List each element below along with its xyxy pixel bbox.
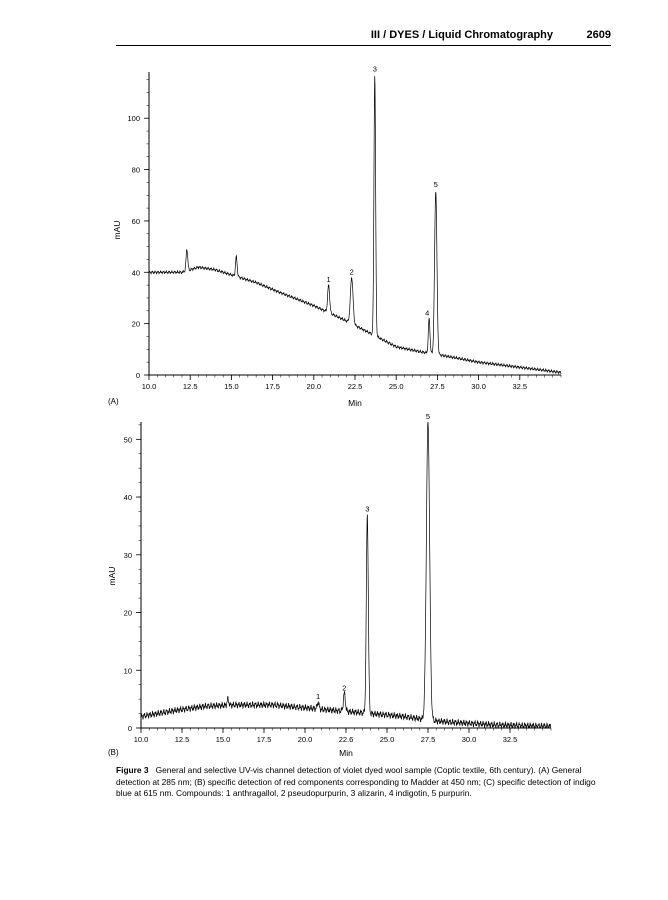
x-tick-label: 32.5	[502, 735, 518, 744]
x-tick-label: 17.5	[256, 735, 272, 744]
y-tick-label: 50	[123, 435, 132, 445]
x-tick-label: 22.6	[338, 735, 354, 744]
peak-label: 4	[425, 308, 430, 318]
caption-text: General and selective UV-vis channel detection of violet dyed wool sample (Coptic textile, 6th century). (A) General detection at 285 nm; (B) specific detection of red components corresponding to Madder at 450 nm; (C) specific detection of indigo blue at 615 nm. Compounds: 1 anthragallol, 2 pseudopurpurin, 3 alizarin, 4 indigotin, 5 purpurin.	[116, 765, 596, 798]
x-tick-label: 27.5	[420, 735, 436, 744]
chart-panel-b	[107, 412, 551, 758]
peak-label: 1	[326, 275, 331, 285]
x-tick-label: 30.0	[461, 735, 477, 744]
x-tick-label: 20.0	[306, 382, 322, 391]
x-tick-label: 20.0	[297, 735, 313, 744]
caption-label: Figure 3	[116, 765, 149, 775]
chromatogram-trace	[149, 76, 561, 374]
x-axis-label: Min	[348, 398, 362, 408]
x-axis-label: Min	[339, 748, 353, 758]
y-tick-label: 20	[131, 319, 140, 329]
y-axis-label: mAU	[112, 220, 122, 240]
section-title: III / DYES / Liquid Chromatography	[370, 29, 553, 41]
x-tick-label: 27.5	[430, 382, 445, 391]
y-tick-label: 0	[127, 724, 132, 733]
y-tick-label: 80	[131, 165, 140, 175]
y-tick-label: 0	[135, 371, 140, 380]
x-tick-label: 17.5	[265, 382, 280, 391]
y-tick-label: 10	[123, 666, 132, 676]
chart-panel-a	[108, 65, 561, 408]
peak-label: 1	[316, 692, 321, 702]
x-tick-label: 12.5	[182, 382, 198, 391]
x-tick-label: 30.0	[471, 382, 486, 391]
panel-label: (B)	[108, 748, 119, 757]
x-tick-label: 12.5	[174, 735, 190, 744]
y-tick-label: 20	[123, 608, 132, 618]
x-tick-label: 22.5	[347, 382, 363, 391]
y-tick-label: 40	[123, 493, 132, 503]
figure-caption	[116, 765, 612, 800]
x-tick-label: 15.0	[215, 735, 231, 744]
x-tick-label: 25.0	[379, 735, 395, 744]
peak-label: 3	[365, 504, 370, 514]
peak-label: 5	[433, 180, 438, 190]
peak-label: 5	[425, 412, 431, 421]
y-tick-label: 60	[131, 216, 140, 226]
x-tick-label: 10.0	[133, 735, 149, 744]
chromatogram-trace	[141, 422, 551, 728]
panel-label: (A)	[108, 397, 119, 406]
x-tick-label: 10.0	[141, 382, 157, 391]
page-number: 2609	[586, 29, 611, 41]
peak-label: 2	[342, 683, 347, 693]
x-tick-label: 15.0	[224, 382, 239, 391]
y-tick-label: 40	[131, 268, 140, 278]
y-axis-label: mAU	[107, 566, 117, 586]
y-tick-label: 100	[127, 114, 140, 124]
x-tick-label: 25.0	[388, 382, 404, 391]
x-tick-label: 32.5	[512, 382, 528, 391]
y-tick-label: 30	[123, 550, 132, 560]
peak-label: 2	[349, 267, 354, 277]
peak-label: 3	[372, 64, 377, 74]
